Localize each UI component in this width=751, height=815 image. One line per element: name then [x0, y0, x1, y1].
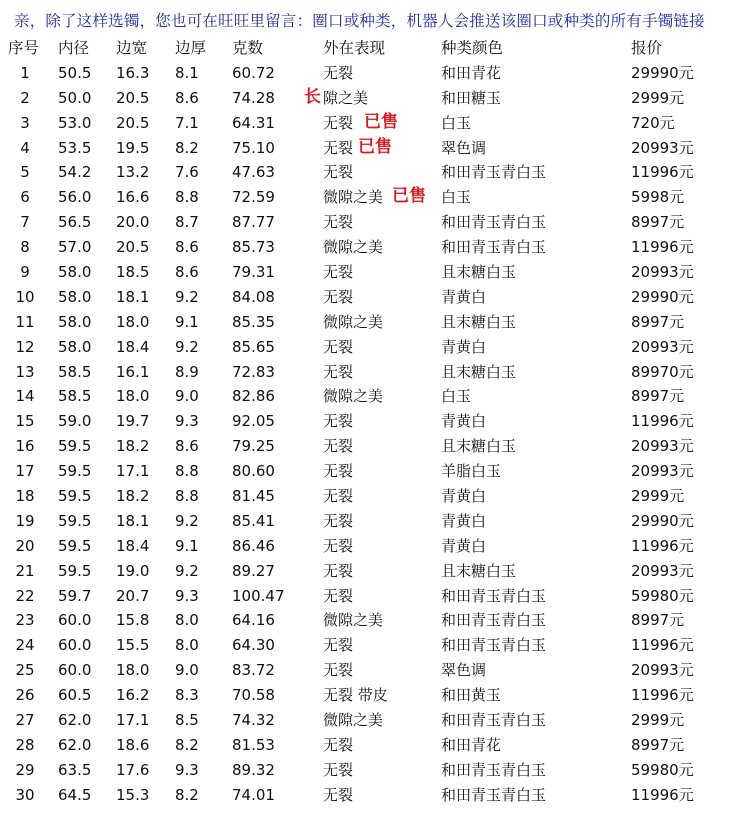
cell-id: 29 [15, 760, 35, 779]
table-row [0, 509, 751, 534]
cell-band-width: 18.1 [116, 511, 150, 530]
cell-kind-color: 青黄白 [441, 487, 487, 506]
cell-price: 11996元 [631, 238, 694, 257]
cell-weight: 100.47 [232, 586, 285, 605]
cell-weight: 74.28 [232, 88, 275, 107]
cell-band-thickness: 8.3 [175, 686, 199, 705]
cell-inner-diameter: 59.5 [58, 561, 92, 580]
cell-band-width: 18.2 [116, 487, 150, 506]
cell-id: 20 [15, 536, 35, 555]
bangle-table [0, 36, 751, 808]
cell-band-thickness: 9.2 [175, 561, 199, 580]
cell-appearance: 无裂 [323, 213, 354, 232]
cell-price: 11996元 [631, 636, 694, 655]
cell-weight: 85.35 [232, 312, 275, 331]
table-row [0, 484, 751, 509]
cell-id: 28 [15, 735, 35, 754]
cell-price: 5998元 [631, 188, 685, 207]
cell-id: 25 [15, 661, 35, 680]
table-row [0, 384, 751, 409]
cell-price: 29990元 [631, 287, 694, 306]
cell-appearance: 无裂 [323, 511, 354, 530]
cell-inner-diameter: 59.0 [58, 412, 92, 431]
cell-appearance: 无裂 [323, 760, 354, 779]
cell-band-thickness: 8.7 [175, 213, 199, 232]
cell-inner-diameter: 58.0 [58, 263, 92, 282]
cell-band-width: 18.4 [116, 337, 150, 356]
table-row [0, 61, 751, 86]
table-row [0, 683, 751, 708]
cell-band-width: 20.5 [116, 88, 150, 107]
cell-inner-diameter: 59.5 [58, 511, 92, 530]
cell-band-width: 18.5 [116, 263, 150, 282]
cell-appearance: 无裂 [323, 437, 354, 456]
table-row [0, 633, 751, 658]
cell-price: 11996元 [631, 686, 694, 705]
cell-band-width: 13.2 [116, 163, 150, 182]
table-row [0, 584, 751, 609]
cell-price: 20993元 [631, 437, 694, 456]
header-id: 序号 [8, 39, 40, 57]
cell-inner-diameter: 59.5 [58, 462, 92, 481]
cell-appearance: 无裂 带皮 [323, 686, 388, 705]
cell-inner-diameter: 60.0 [58, 636, 92, 655]
header-weight: 克数 [232, 39, 264, 57]
cell-kind-color: 和田青玉青白玉 [441, 213, 547, 232]
cell-kind-color: 且末糖白玉 [441, 312, 517, 331]
cell-price: 8997元 [631, 213, 685, 232]
cell-price: 59980元 [631, 760, 694, 779]
cell-price: 8997元 [631, 735, 685, 754]
cell-weight: 79.25 [232, 437, 275, 456]
cell-appearance: 无裂 [323, 337, 354, 356]
table-row [0, 285, 751, 310]
cell-band-thickness: 9.2 [175, 337, 199, 356]
cell-id: 7 [20, 213, 30, 232]
cell-inner-diameter: 60.5 [58, 686, 92, 705]
cell-appearance: 无裂 [323, 536, 354, 555]
cell-kind-color: 和田青花 [441, 63, 502, 82]
cell-band-width: 20.7 [116, 586, 150, 605]
table-row [0, 210, 751, 235]
cell-id: 6 [20, 188, 30, 207]
cell-band-width: 17.1 [116, 462, 150, 481]
cell-inner-diameter: 57.0 [58, 238, 92, 257]
cell-id: 1 [20, 63, 30, 82]
cell-weight: 70.58 [232, 686, 275, 705]
cell-band-thickness: 8.1 [175, 63, 199, 82]
cell-kind-color: 和田青玉青白玉 [441, 711, 547, 730]
cell-appearance: 微隙之美 [323, 611, 384, 630]
cell-appearance: 无裂 [323, 362, 354, 381]
cell-kind-color: 和田糖玉 [441, 88, 502, 107]
cell-id: 21 [15, 561, 35, 580]
cell-band-width: 16.1 [116, 362, 150, 381]
cell-inner-diameter: 59.5 [58, 536, 92, 555]
cell-price: 11996元 [631, 785, 694, 804]
cell-weight: 81.45 [232, 487, 275, 506]
cell-band-width: 16.3 [116, 63, 150, 82]
cell-weight: 85.73 [232, 238, 275, 257]
cell-weight: 89.27 [232, 561, 275, 580]
cell-band-width: 20.5 [116, 238, 150, 257]
cell-weight: 85.41 [232, 511, 275, 530]
cell-weight: 74.32 [232, 711, 275, 730]
cell-kind-color: 青黄白 [441, 412, 487, 431]
table-row [0, 608, 751, 633]
cell-weight: 60.72 [232, 63, 275, 82]
cell-id: 23 [15, 611, 35, 630]
cell-weight: 87.77 [232, 213, 275, 232]
table-row [0, 235, 751, 260]
cell-weight: 79.31 [232, 263, 275, 282]
cell-appearance: 隙之美 [323, 88, 369, 107]
handwritten-mark: 长 [304, 86, 321, 107]
table-row [0, 136, 751, 161]
cell-appearance: 无裂 [323, 63, 354, 82]
table-row [0, 708, 751, 733]
cell-price: 8997元 [631, 312, 685, 331]
cell-band-thickness: 9.3 [175, 412, 199, 431]
table-row [0, 559, 751, 584]
cell-weight: 47.63 [232, 163, 275, 182]
cell-inner-diameter: 56.5 [58, 213, 92, 232]
cell-band-thickness: 7.1 [175, 113, 199, 132]
cell-band-thickness: 9.1 [175, 536, 199, 555]
cell-price: 11996元 [631, 536, 694, 555]
cell-kind-color: 和田青玉青白玉 [441, 238, 547, 257]
notice-text: 亲，除了这样选镯，您也可在旺旺里留言：圈口或种类，机器人会推送该圈口或种类的所有手镯链接 [14, 12, 705, 30]
cell-band-thickness: 8.2 [175, 735, 199, 754]
cell-id: 15 [15, 412, 35, 431]
table-row [0, 758, 751, 783]
cell-id: 10 [15, 287, 35, 306]
cell-kind-color: 和田青玉青白玉 [441, 785, 547, 804]
cell-inner-diameter: 54.2 [58, 163, 92, 182]
cell-kind-color: 和田青玉青白玉 [441, 163, 547, 182]
cell-kind-color: 和田青玉青白玉 [441, 636, 547, 655]
header-price: 报价 [631, 39, 663, 57]
cell-band-width: 18.4 [116, 536, 150, 555]
cell-appearance: 微隙之美 [323, 238, 384, 257]
cell-weight: 86.46 [232, 536, 275, 555]
cell-kind-color: 青黄白 [441, 511, 487, 530]
cell-band-thickness: 8.2 [175, 785, 199, 804]
cell-kind-color: 羊脂白玉 [441, 462, 502, 481]
cell-appearance: 无裂 [323, 263, 354, 282]
cell-id: 22 [15, 586, 35, 605]
cell-inner-diameter: 58.0 [58, 287, 92, 306]
cell-kind-color: 和田青玉青白玉 [441, 611, 547, 630]
cell-band-thickness: 8.2 [175, 138, 199, 157]
cell-appearance: 无裂 [323, 735, 354, 754]
cell-price: 2999元 [631, 88, 685, 107]
cell-id: 19 [15, 511, 35, 530]
cell-band-thickness: 9.3 [175, 586, 199, 605]
cell-kind-color: 和田青玉青白玉 [441, 760, 547, 779]
cell-band-thickness: 9.2 [175, 287, 199, 306]
cell-id: 26 [15, 686, 35, 705]
cell-price: 20993元 [631, 337, 694, 356]
cell-band-thickness: 9.2 [175, 511, 199, 530]
cell-band-thickness: 8.9 [175, 362, 199, 381]
cell-band-width: 18.0 [116, 312, 150, 331]
header-band-thickness: 边厚 [175, 39, 207, 57]
cell-band-width: 16.2 [116, 686, 150, 705]
cell-price: 29990元 [631, 63, 694, 82]
cell-inner-diameter: 58.5 [58, 387, 92, 406]
cell-kind-color: 和田黄玉 [441, 686, 502, 705]
cell-price: 20993元 [631, 462, 694, 481]
cell-band-thickness: 8.6 [175, 437, 199, 456]
cell-id: 27 [15, 711, 35, 730]
cell-price: 2999元 [631, 487, 685, 506]
cell-band-thickness: 8.5 [175, 711, 199, 730]
cell-weight: 83.72 [232, 661, 275, 680]
sold-mark: 已售 [358, 136, 392, 157]
cell-price: 20993元 [631, 263, 694, 282]
cell-kind-color: 翠色调 [441, 661, 487, 680]
table-row [0, 160, 751, 185]
cell-id: 12 [15, 337, 35, 356]
cell-appearance: 无裂 [323, 785, 354, 804]
table-row [0, 733, 751, 758]
cell-appearance: 无裂 [323, 586, 354, 605]
cell-weight: 92.05 [232, 412, 275, 431]
table-row [0, 783, 751, 808]
cell-weight: 72.83 [232, 362, 275, 381]
table-row [0, 86, 751, 111]
cell-price: 89970元 [631, 362, 694, 381]
cell-weight: 85.65 [232, 337, 275, 356]
cell-band-thickness: 8.6 [175, 238, 199, 257]
header-appearance: 外在表现 [323, 39, 386, 57]
cell-id: 14 [15, 387, 35, 406]
cell-inner-diameter: 50.5 [58, 63, 92, 82]
cell-price: 11996元 [631, 412, 694, 431]
table-row [0, 409, 751, 434]
cell-weight: 81.53 [232, 735, 275, 754]
cell-weight: 75.10 [232, 138, 275, 157]
cell-inner-diameter: 59.7 [58, 586, 92, 605]
cell-inner-diameter: 58.0 [58, 337, 92, 356]
cell-appearance: 无裂 [323, 636, 354, 655]
cell-weight: 82.86 [232, 387, 275, 406]
cell-id: 18 [15, 487, 35, 506]
cell-appearance: 微隙之美 [323, 312, 384, 331]
cell-band-thickness: 8.0 [175, 636, 199, 655]
table-row [0, 260, 751, 285]
cell-id: 9 [20, 263, 30, 282]
cell-inner-diameter: 58.5 [58, 362, 92, 381]
cell-band-width: 19.5 [116, 138, 150, 157]
cell-kind-color: 且末糖白玉 [441, 263, 517, 282]
cell-band-thickness: 9.0 [175, 387, 199, 406]
cell-kind-color: 和田青玉青白玉 [441, 586, 547, 605]
cell-id: 11 [15, 312, 35, 331]
cell-inner-diameter: 62.0 [58, 735, 92, 754]
table-row [0, 185, 751, 210]
cell-id: 2 [20, 88, 30, 107]
cell-kind-color: 且末糖白玉 [441, 362, 517, 381]
cell-id: 3 [20, 113, 30, 132]
cell-band-width: 16.6 [116, 188, 150, 207]
cell-band-width: 17.1 [116, 711, 150, 730]
cell-appearance: 微隙之美 [323, 387, 384, 406]
cell-id: 16 [15, 437, 35, 456]
cell-band-thickness: 8.8 [175, 462, 199, 481]
cell-weight: 72.59 [232, 188, 275, 207]
cell-inner-diameter: 62.0 [58, 711, 92, 730]
cell-inner-diameter: 59.5 [58, 487, 92, 506]
cell-weight: 84.08 [232, 287, 275, 306]
cell-id: 13 [15, 362, 35, 381]
cell-price: 29990元 [631, 511, 694, 530]
cell-band-width: 15.3 [116, 785, 150, 804]
cell-band-thickness: 8.8 [175, 188, 199, 207]
cell-inner-diameter: 50.0 [58, 88, 92, 107]
cell-kind-color: 且末糖白玉 [441, 437, 517, 456]
cell-appearance: 无裂 [323, 412, 354, 431]
cell-weight: 64.30 [232, 636, 275, 655]
cell-weight: 80.60 [232, 462, 275, 481]
cell-band-width: 18.1 [116, 287, 150, 306]
cell-band-thickness: 7.6 [175, 163, 199, 182]
cell-weight: 89.32 [232, 760, 275, 779]
cell-inner-diameter: 56.0 [58, 188, 92, 207]
cell-appearance: 微隙之美 [323, 188, 384, 207]
cell-id: 4 [20, 138, 30, 157]
table-row [0, 335, 751, 360]
header-inner-diameter: 内径 [58, 39, 90, 57]
cell-kind-color: 青黄白 [441, 287, 487, 306]
cell-weight: 64.16 [232, 611, 275, 630]
cell-kind-color: 且末糖白玉 [441, 561, 517, 580]
cell-band-width: 18.0 [116, 661, 150, 680]
cell-inner-diameter: 59.5 [58, 437, 92, 456]
sold-mark: 已售 [364, 111, 398, 132]
cell-price: 8997元 [631, 611, 685, 630]
cell-kind-color: 翠色调 [441, 138, 487, 157]
sold-mark: 已售 [392, 186, 426, 207]
cell-band-width: 19.0 [116, 561, 150, 580]
cell-band-thickness: 8.8 [175, 487, 199, 506]
cell-appearance: 无裂 [323, 661, 354, 680]
cell-band-width: 17.6 [116, 760, 150, 779]
cell-appearance: 无裂 [323, 138, 354, 157]
header-kind-color: 种类颜色 [441, 39, 504, 57]
table-row [0, 360, 751, 385]
cell-inner-diameter: 60.0 [58, 611, 92, 630]
cell-band-width: 20.5 [116, 113, 150, 132]
cell-inner-diameter: 63.5 [58, 760, 92, 779]
cell-price: 20993元 [631, 138, 694, 157]
table-header [0, 36, 751, 61]
cell-weight: 74.01 [232, 785, 275, 804]
table-row [0, 534, 751, 559]
cell-band-width: 18.2 [116, 437, 150, 456]
cell-inner-diameter: 53.5 [58, 138, 92, 157]
cell-band-width: 15.8 [116, 611, 150, 630]
table-body [0, 61, 751, 808]
cell-band-width: 20.0 [116, 213, 150, 232]
cell-id: 5 [20, 163, 30, 182]
cell-inner-diameter: 64.5 [58, 785, 92, 804]
table-row [0, 658, 751, 683]
cell-band-width: 18.6 [116, 735, 150, 754]
cell-band-thickness: 8.6 [175, 263, 199, 282]
table-row [0, 434, 751, 459]
table-row [0, 111, 751, 136]
table-row [0, 459, 751, 484]
cell-inner-diameter: 58.0 [58, 312, 92, 331]
cell-kind-color: 青黄白 [441, 536, 487, 555]
cell-band-width: 18.0 [116, 387, 150, 406]
cell-band-thickness: 9.3 [175, 760, 199, 779]
cell-band-thickness: 9.1 [175, 312, 199, 331]
cell-inner-diameter: 60.0 [58, 661, 92, 680]
cell-appearance: 无裂 [323, 163, 354, 182]
cell-weight: 64.31 [232, 113, 275, 132]
cell-price: 8997元 [631, 387, 685, 406]
cell-appearance: 无裂 [323, 462, 354, 481]
cell-band-thickness: 8.0 [175, 611, 199, 630]
cell-id: 17 [15, 462, 35, 481]
cell-appearance: 无裂 [323, 561, 354, 580]
cell-price: 59980元 [631, 586, 694, 605]
cell-price: 720元 [631, 113, 675, 132]
cell-id: 24 [15, 636, 35, 655]
cell-id: 30 [15, 785, 35, 804]
cell-kind-color: 白玉 [441, 387, 472, 406]
cell-band-width: 19.7 [116, 412, 150, 431]
cell-appearance: 无裂 [323, 113, 354, 132]
cell-price: 2999元 [631, 711, 685, 730]
cell-kind-color: 青黄白 [441, 337, 487, 356]
cell-appearance: 无裂 [323, 487, 354, 506]
cell-price: 20993元 [631, 661, 694, 680]
cell-appearance: 微隙之美 [323, 711, 384, 730]
cell-kind-color: 白玉 [441, 113, 472, 132]
cell-band-thickness: 9.0 [175, 661, 199, 680]
cell-price: 20993元 [631, 561, 694, 580]
cell-kind-color: 白玉 [441, 188, 472, 207]
table-row [0, 310, 751, 335]
cell-band-width: 15.5 [116, 636, 150, 655]
cell-band-thickness: 8.6 [175, 88, 199, 107]
header-band-width: 边宽 [116, 39, 148, 57]
cell-inner-diameter: 53.0 [58, 113, 92, 132]
cell-appearance: 无裂 [323, 287, 354, 306]
cell-id: 8 [20, 238, 30, 257]
cell-kind-color: 和田青花 [441, 735, 502, 754]
cell-price: 11996元 [631, 163, 694, 182]
